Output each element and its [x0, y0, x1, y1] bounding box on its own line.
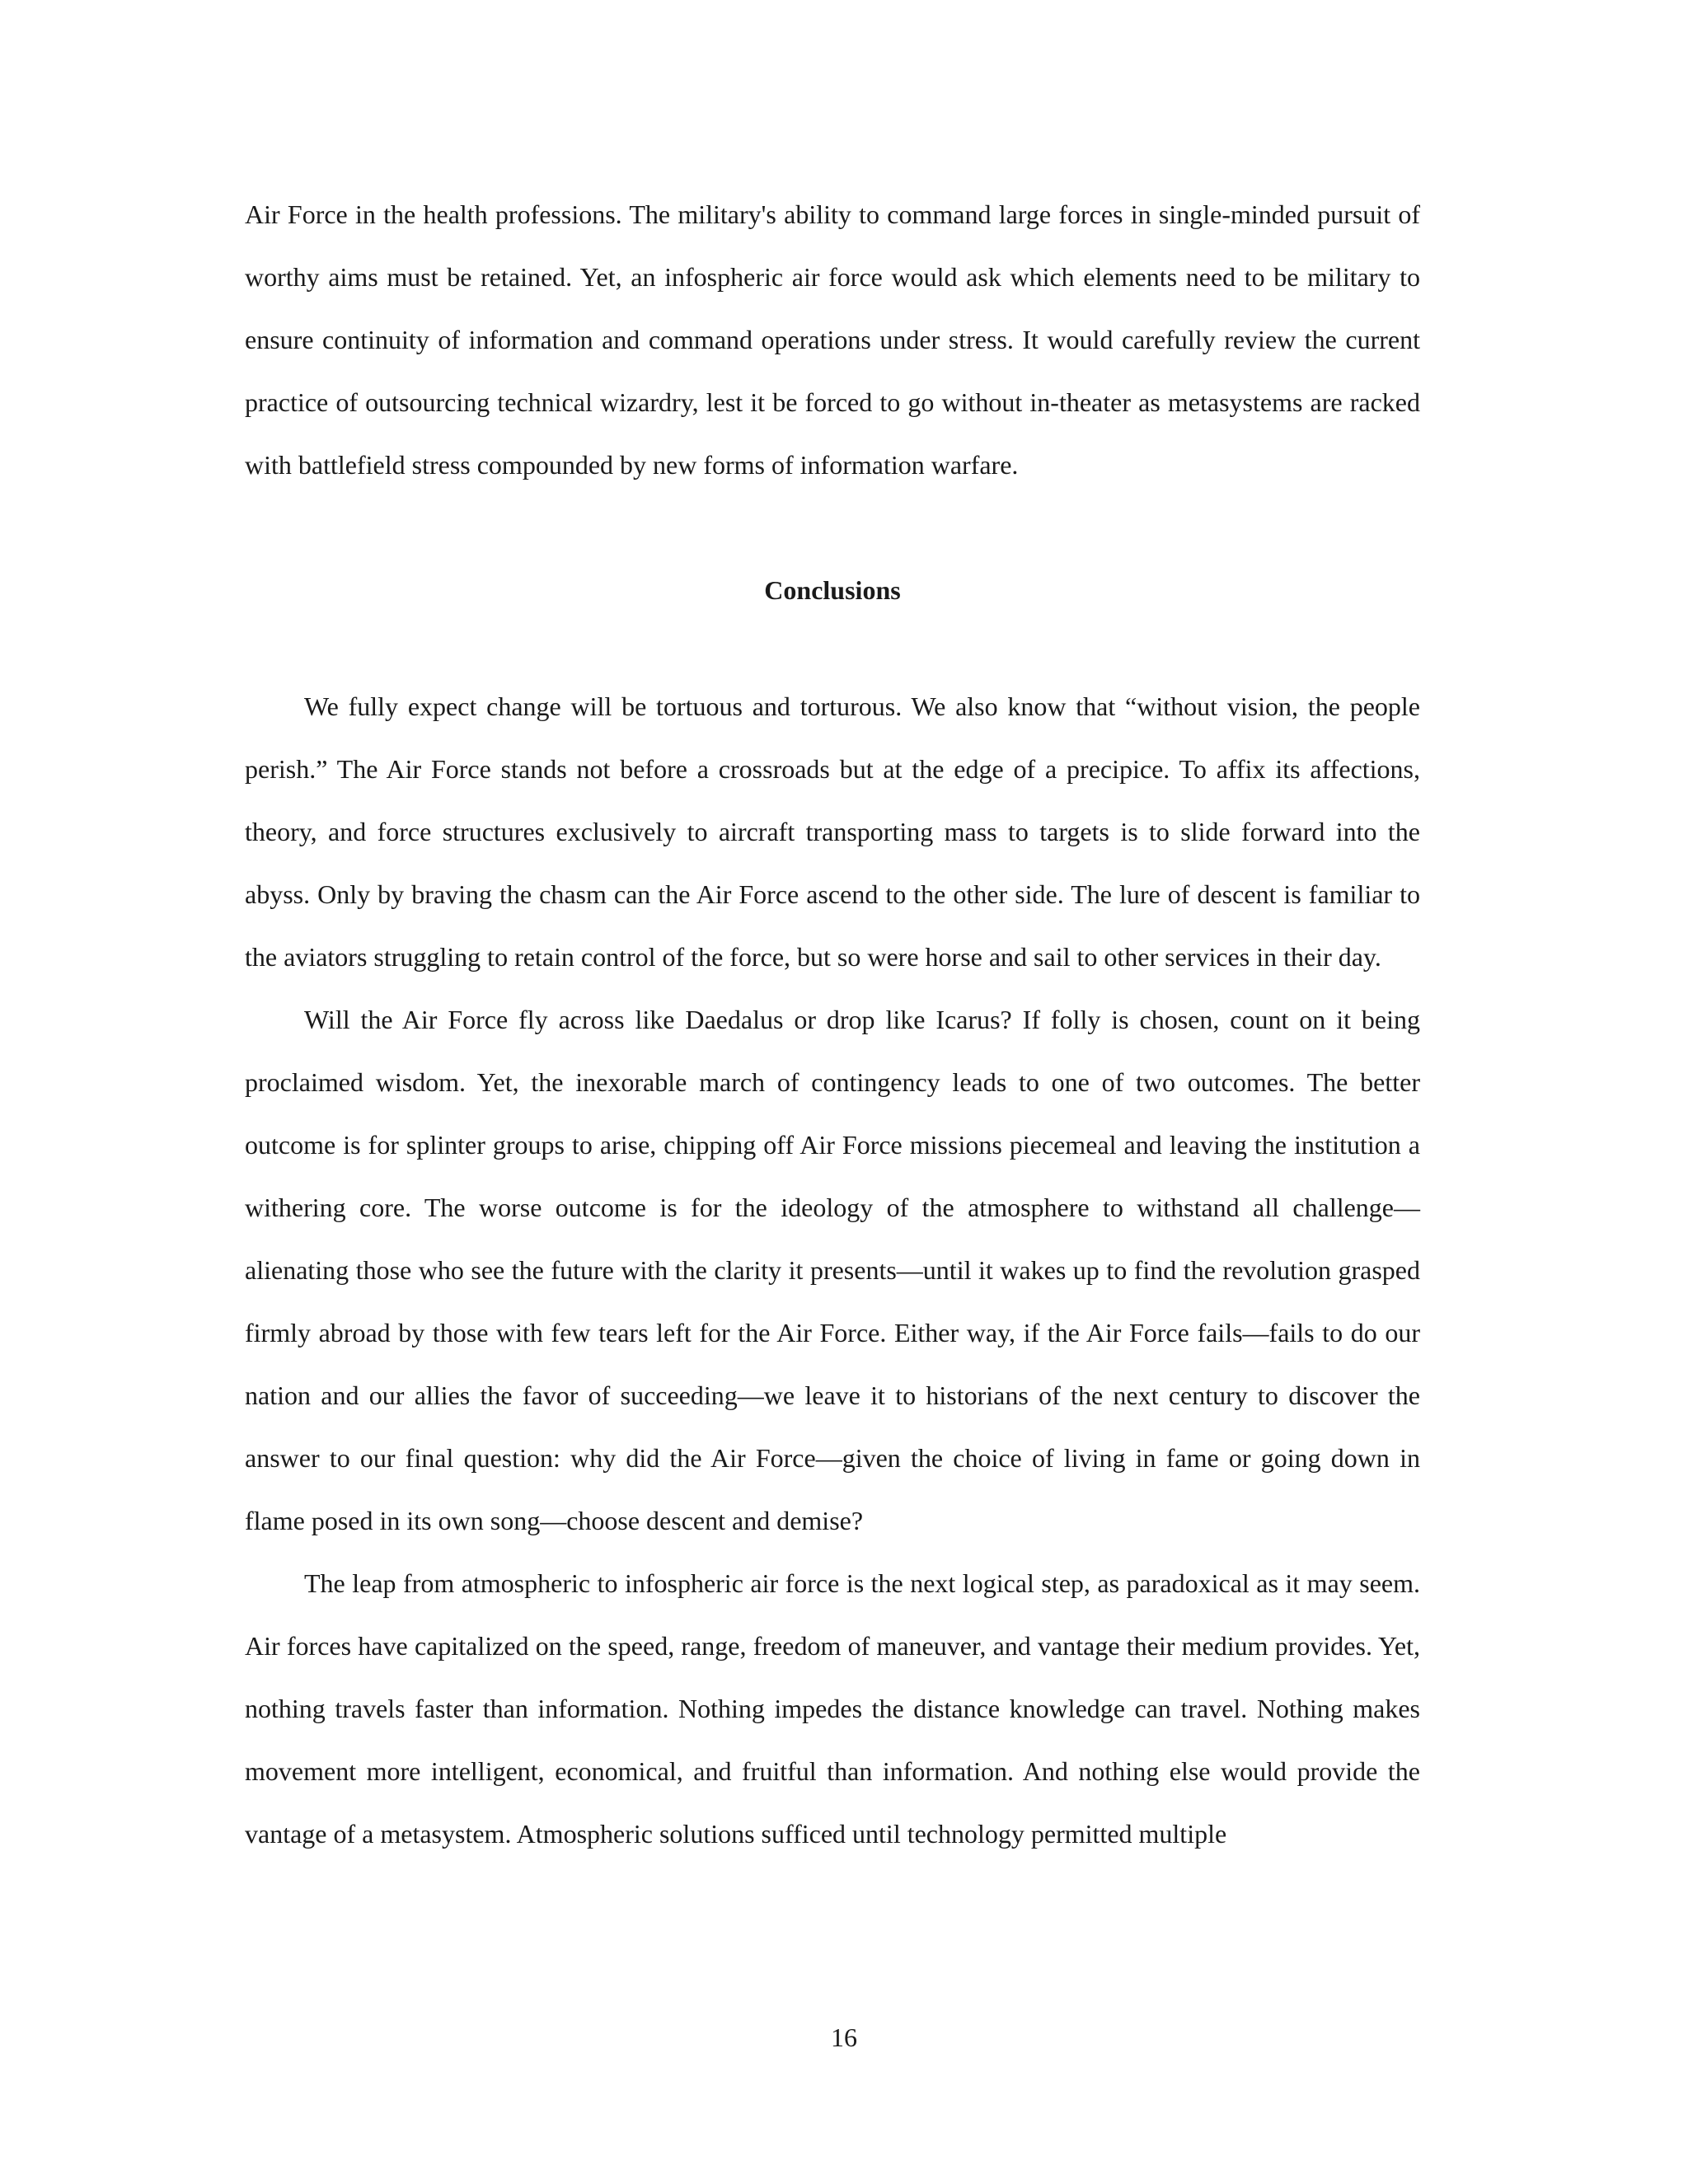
continued-paragraph: Air Force in the health professions. The military's ability to command large forces in single-minded pursuit of worthy aims must be retained. Yet, an infospheric air force would ask which elements need to be military to ensure continuity of information and command operations under stress. It would carefully review the current practice of outsourcing technical wizardry, lest it be forced to go without in-theater as metasystems are racked with battlefield stress compounded by new forms of information warfare.: [245, 199, 1420, 480]
conclusions-body: [245, 675, 1420, 1865]
page-number: 16: [831, 2022, 857, 2052]
paragraph-2: Will the Air Force fly across like Daedalus or drop like Icarus? If folly is chosen, count on it being proclaimed wisdom. Yet, the inexorable march of contingency leads to one of two outcomes. The better outcome is for splinter groups to arise, chipping off Air Force missions piecemeal and leaving the institution a withering core. The worse outcome is for the ideology of the atmosphere to withstand all challenge—alienating those who see the future with the clarity it presents—until it wakes up to find the revolution grasped firmly abroad by those with few tears left for the Air Force. Either way, if the Air Force fails—fails to do our nation and our allies the favor of succeeding—we leave it to historians of the next century to discover the answer to our final question: why did the Air Force—given the choice of living in fame or going down in flame posed in its own song—choose descent and demise?: [245, 1005, 1420, 1535]
paragraph-1: We fully expect change will be tortuous and torturous. We also know that “without vision, the people perish.” The Air Force stands not before a crossroads but at the edge of a precipice. To affix its affections, theory, and force structures exclusively to aircraft transporting mass to targets is to slide forward into the abyss. Only by braving the chasm can the Air Force ascend to the other side. The lure of descent is familiar to the aviators struggling to retain control of the force, but so were horse and sail to other services in their day.: [245, 691, 1420, 972]
paragraph-3: The leap from atmospheric to infospheric air force is the next logical step, as paradoxical as it may seem. Air forces have capitalized on the speed, range, freedom of maneuver, and vantage their medium provides. Yet, nothing travels faster than information. Nothing impedes the distance knowledge can travel. Nothing makes movement more intelligent, economical, and fruitful than information. And nothing else would provide the vantage of a metasystem. Atmospheric solutions sufficed until technology permitted multiple: [245, 1568, 1420, 1849]
continued-paragraph-block: [245, 183, 1420, 496]
section-heading-conclusions: Conclusions: [764, 575, 901, 605]
